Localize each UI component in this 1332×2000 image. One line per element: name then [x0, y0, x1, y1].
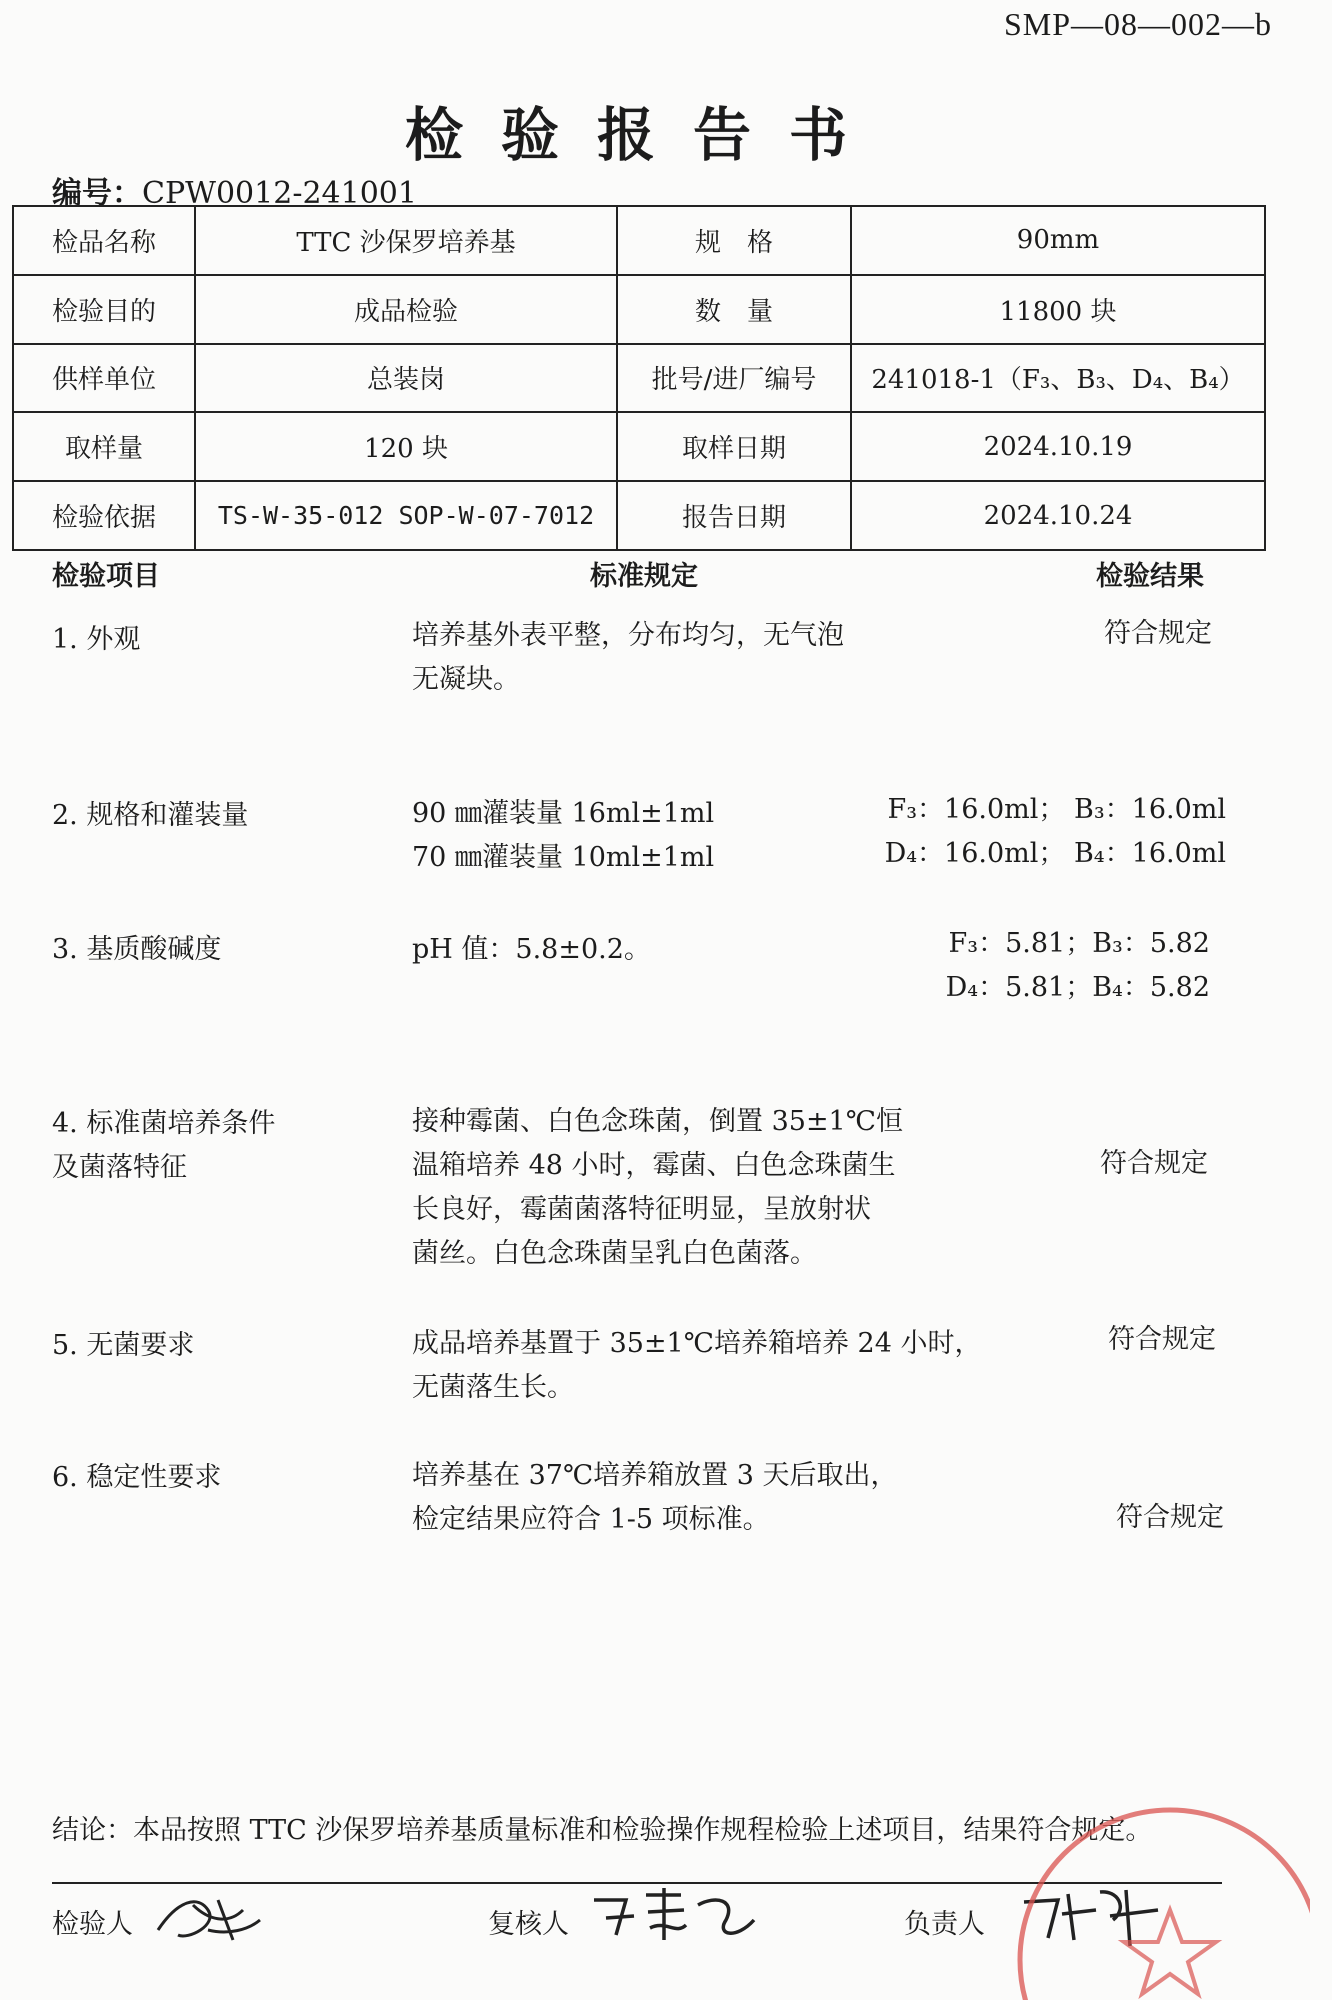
item-result: [946, 922, 1210, 1010]
item-name-line: 4. 标准菌培养条件: [52, 1108, 276, 1139]
info-row: [13, 412, 1265, 481]
info-key: 检品名称: [13, 206, 195, 275]
item-name: 2. 规格和灌装量: [52, 800, 249, 831]
item-result: 符合规定: [1108, 1324, 1216, 1355]
info-value: 241018-1（F₃、B₃、D₄、B₄）: [851, 344, 1265, 413]
header-standard: 标准规定: [590, 561, 698, 592]
standard-line: 温箱培养 48 小时，霉菌、白色念珠菌生: [412, 1150, 896, 1181]
standard-line: 培养基外表平整，分布均匀，无气泡: [412, 620, 844, 651]
inspector-label: 检验人: [52, 1909, 133, 1940]
info-value: 总装岗: [195, 344, 617, 413]
serial-value: CPW0012-241001: [142, 176, 417, 211]
reviewer-signature: [586, 1880, 766, 1952]
item-result: 符合规定: [1104, 618, 1212, 649]
info-value: 成品检验: [195, 275, 617, 344]
result-line: F₃：16.0ml； B₃：16.0ml: [887, 794, 1226, 825]
document-number: SMP—08—002—b: [1003, 6, 1272, 42]
inspection-seal: [1010, 1790, 1310, 2000]
info-value: 2024.10.24: [851, 481, 1265, 550]
info-key: 检验目的: [13, 275, 195, 344]
standard-line: 培养基在 37℃培养箱放置 3 天后取出，: [412, 1460, 898, 1491]
info-table: [12, 205, 1266, 551]
item-result: 符合规定: [1100, 1148, 1208, 1179]
standard-line: 检定结果应符合 1-5 项标准。: [412, 1504, 770, 1535]
info-row: [13, 275, 1265, 344]
info-value: 90mm: [851, 206, 1265, 275]
standard-line: 90 ㎜灌装量 16ml±1ml: [412, 798, 715, 829]
item-name: 1. 外观: [52, 624, 141, 655]
responsible-label: 负责人: [904, 1909, 985, 1940]
info-key: 检验依据: [13, 481, 195, 550]
inspector-signature: [148, 1880, 268, 1950]
conclusion: 结论：本品按照 TTC 沙保罗培养基质量标准和检验操作规程检验上述项目，结果符合规定。: [52, 1815, 1153, 1846]
item-standard: [412, 614, 844, 702]
info-value: 120 块: [195, 412, 617, 481]
item-result: 符合规定: [1116, 1502, 1224, 1533]
result-line: D₄：16.0ml； B₄：16.0ml: [884, 838, 1226, 869]
item-name-line: 及菌落特征: [52, 1152, 187, 1183]
info-key: 供样单位: [13, 344, 195, 413]
standard-line: 无凝块。: [412, 664, 520, 695]
header-item: 检验项目: [52, 561, 160, 592]
info-value: TS-W-35-012 SOP-W-07-7012: [195, 481, 617, 550]
info-value: TTC 沙保罗培养基: [195, 206, 617, 275]
item-standard: [412, 928, 651, 972]
info-key: 取样量: [13, 412, 195, 481]
info-value: 2024.10.19: [851, 412, 1265, 481]
item-name: 6. 稳定性要求: [52, 1462, 222, 1493]
serial-label: 编号：: [52, 176, 142, 211]
item-name: 5. 无菌要求: [52, 1330, 195, 1361]
info-key: 报告日期: [617, 481, 851, 550]
info-row: [13, 206, 1265, 275]
item-standard: [412, 1454, 898, 1542]
header-result: 检验结果: [1096, 561, 1204, 592]
result-line: D₄：5.81；B₄：5.82: [945, 972, 1210, 1003]
standard-line: 接种霉菌、白色念珠菌，倒置 35±1℃恒: [412, 1106, 903, 1137]
item-standard: [412, 1100, 903, 1276]
item-name: 3. 基质酸碱度: [52, 934, 222, 965]
info-row: [13, 344, 1265, 413]
standard-line: 菌丝。白色念珠菌呈乳白色菌落。: [412, 1238, 817, 1269]
info-key: 规 格: [617, 206, 851, 275]
standard-line: pH 值：5.8±0.2。: [412, 934, 651, 965]
item-result: [885, 788, 1226, 876]
info-value: 11800 块: [851, 275, 1265, 344]
standard-line: 70 ㎜灌装量 10ml±1ml: [412, 842, 715, 873]
info-row: [13, 481, 1265, 550]
result-line: F₃：5.81；B₃：5.82: [948, 928, 1210, 959]
info-key: 数 量: [617, 275, 851, 344]
standard-line: 长良好，霉菌菌落特征明显，呈放射状: [412, 1194, 871, 1225]
item-name: [52, 1102, 275, 1190]
reviewer-label: 复核人: [488, 1909, 569, 1940]
item-standard: [412, 792, 714, 880]
item-standard: [412, 1322, 981, 1410]
standard-line: 成品培养基置于 35±1℃培养箱培养 24 小时，: [412, 1328, 982, 1359]
standard-line: 无菌落生长。: [412, 1372, 574, 1403]
info-key: 批号/进厂编号: [617, 344, 851, 413]
info-key: 取样日期: [617, 412, 851, 481]
page-title: 检验报告书: [404, 101, 885, 169]
